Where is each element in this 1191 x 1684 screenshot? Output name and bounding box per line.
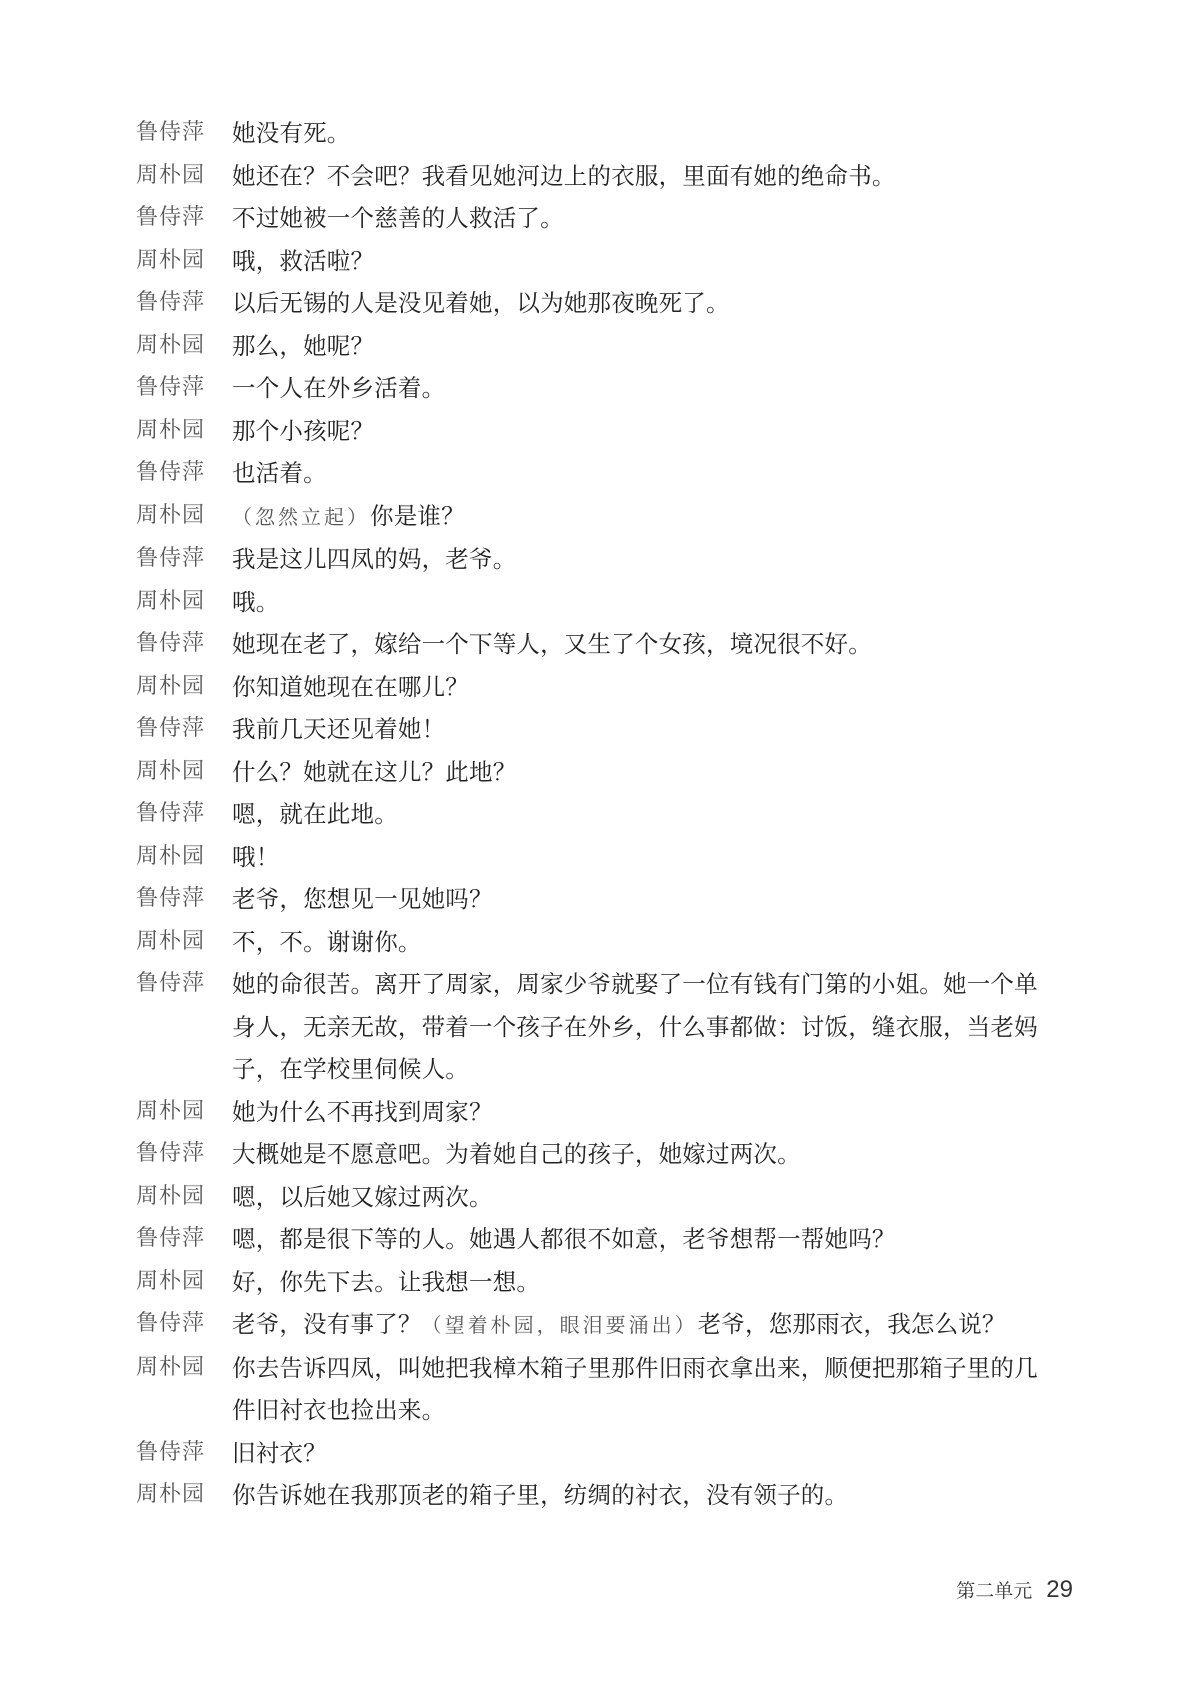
spoken-text: 她现在老了，嫁给一个下等人，又生了个女孩，境况很不好。 xyxy=(232,630,872,658)
speaker-name: 周朴园 xyxy=(136,843,206,869)
spoken-text: 我前几天还见着她！ xyxy=(232,715,446,743)
dialogue-line xyxy=(136,1133,1056,1176)
speaker-name: 鲁侍萍 xyxy=(136,716,206,741)
speaker-name: 鲁侍萍 xyxy=(136,1439,206,1465)
speaker-name: 鲁侍萍 xyxy=(136,886,206,911)
page-number: 29 xyxy=(1046,1576,1073,1603)
dialogue-line xyxy=(136,197,1056,240)
dialogue-text xyxy=(232,793,1056,836)
spoken-text: 她没有死。 xyxy=(232,119,351,147)
dialogue-text xyxy=(232,1347,1056,1432)
dialogue-line xyxy=(136,367,1056,410)
speaker-name: 周朴园 xyxy=(136,162,206,188)
dialogue-text xyxy=(232,325,1056,368)
dialogue-line xyxy=(136,581,1056,624)
spoken-text: 嗯，都是很下等的人。她遇人都很不如意，老爷想帮一帮她吗？ xyxy=(232,1225,896,1253)
dialogue-line xyxy=(136,1091,1056,1134)
speaker-name: 鲁侍萍 xyxy=(136,375,206,400)
dialogue-line xyxy=(136,963,1056,1091)
dialogue-line xyxy=(136,793,1056,836)
dialogue-line xyxy=(136,623,1056,666)
spoken-text: 什么？她就在这儿？此地？ xyxy=(232,757,517,786)
spoken-text: 老爷，您那雨衣，我怎么说？ xyxy=(697,1310,1006,1338)
dialogue-line xyxy=(136,666,1056,709)
dialogue-text xyxy=(232,666,1056,709)
spoken-text: 老爷，您想见一见她吗？ xyxy=(232,885,493,913)
speaker-name: 周朴园 xyxy=(136,928,206,954)
dialogue-text xyxy=(232,836,1056,879)
speaker-name: 周朴园 xyxy=(136,332,206,358)
dialogue-text xyxy=(232,452,1056,495)
dialogue-text xyxy=(232,1474,1056,1517)
spoken-text: 你是谁？ xyxy=(370,501,465,530)
dialogue-line xyxy=(136,751,1056,794)
spoken-text: 那么，她呢？ xyxy=(232,331,375,360)
speaker-name: 鲁侍萍 xyxy=(136,1311,206,1336)
spoken-text: 她为什么不再找到周家？ xyxy=(232,1097,493,1126)
speaker-name: 周朴园 xyxy=(136,1482,206,1507)
dialogue-line xyxy=(136,708,1056,751)
spoken-text: 那个小孩呢？ xyxy=(232,416,375,445)
speaker-name: 周朴园 xyxy=(136,673,206,699)
spoken-text: 不过她被一个慈善的人救活了。 xyxy=(232,204,564,232)
dialogue-text xyxy=(232,921,1056,964)
speaker-name: 周朴园 xyxy=(136,1354,206,1380)
dialogue-line xyxy=(136,1218,1056,1261)
dialogue-text xyxy=(232,282,1056,325)
spoken-text: 你知道她现在在哪儿？ xyxy=(232,672,469,701)
speaker-name: 周朴园 xyxy=(136,1183,206,1209)
speaker-name: 周朴园 xyxy=(136,502,206,528)
speaker-name: 鲁侍萍 xyxy=(136,971,206,996)
dialogue-line xyxy=(136,878,1056,921)
stage-direction: （望着朴园，眼泪要涌出） xyxy=(421,1313,698,1337)
speaker-name: 周朴园 xyxy=(136,758,206,784)
dialogue-text xyxy=(232,538,1056,581)
dialogue-text xyxy=(232,623,1056,666)
page-footer xyxy=(956,1576,1073,1604)
speaker-name: 鲁侍萍 xyxy=(136,205,206,230)
dialogue-line xyxy=(136,538,1056,581)
unit-label: 第二单元 xyxy=(956,1581,1033,1602)
spoken-text: 老爷，没有事了？ xyxy=(232,1310,422,1338)
dialogue-text xyxy=(232,1432,1056,1475)
dialogue-line xyxy=(136,112,1056,155)
speaker-name: 鲁侍萍 xyxy=(136,546,206,571)
spoken-text: 她还在？不会吧？我看见她河边上的衣服，里面有她的绝命书。 xyxy=(232,161,896,190)
dialogue-line xyxy=(136,1303,1056,1347)
dialogue-line xyxy=(136,836,1056,879)
dialogue-body xyxy=(136,112,1056,1517)
spoken-text: 旧衬衣？ xyxy=(232,1438,327,1467)
dialogue-text xyxy=(232,240,1056,283)
spoken-text: 哦！ xyxy=(232,842,280,871)
speaker-name: 周朴园 xyxy=(136,588,206,614)
dialogue-line xyxy=(136,325,1056,368)
dialogue-line xyxy=(136,1474,1056,1517)
dialogue-text xyxy=(232,1261,1056,1304)
speaker-name: 鲁侍萍 xyxy=(136,460,206,485)
dialogue-line xyxy=(136,1432,1056,1475)
speaker-name: 周朴园 xyxy=(136,247,206,273)
dialogue-text xyxy=(232,581,1056,624)
spoken-text: 哦，救活啦？ xyxy=(232,246,375,275)
dialogue-line xyxy=(136,495,1056,539)
spoken-text: 好，你先下去。让我想一想。 xyxy=(232,1267,541,1296)
dialogue-text xyxy=(232,367,1056,410)
spoken-text: 她的命很苦。离开了周家，周家少爷就娶了一位有钱有门第的小姐。她一个单身人，无亲无故，带着一个孩子在外乡，什么事都做：讨饭，缝衣服，当老妈子，在学校里伺候人。 xyxy=(232,970,1038,1083)
dialogue-text xyxy=(232,112,1056,155)
dialogue-line xyxy=(136,410,1056,453)
dialogue-line xyxy=(136,452,1056,495)
dialogue-text xyxy=(232,1091,1056,1134)
spoken-text: 大概她是不愿意吧。为着她自己的孩子，她嫁过两次。 xyxy=(232,1140,801,1168)
spoken-text: 也活着。 xyxy=(232,459,327,487)
speaker-name: 鲁侍萍 xyxy=(136,1226,206,1251)
dialogue-text xyxy=(232,1176,1056,1219)
speaker-name: 鲁侍萍 xyxy=(136,1141,206,1166)
dialogue-text xyxy=(232,751,1056,794)
dialogue-text xyxy=(232,155,1056,198)
dialogue-line xyxy=(136,240,1056,283)
spoken-text: 你去告诉四凤，叫她把我樟木箱子里那件旧雨衣拿出来，顺便把那箱子里的几件旧衬衣也捡出来。 xyxy=(232,1353,1038,1424)
dialogue-text xyxy=(232,410,1056,453)
dialogue-line xyxy=(136,1176,1056,1219)
dialogue-text xyxy=(232,1133,1056,1176)
dialogue-line xyxy=(136,921,1056,964)
spoken-text: 你告诉她在我那顶老的箱子里，纺绸的衬衣，没有领子的。 xyxy=(232,1481,849,1509)
dialogue-text xyxy=(232,1303,1056,1347)
dialogue-line xyxy=(136,155,1056,198)
dialogue-line xyxy=(136,282,1056,325)
speaker-name: 鲁侍萍 xyxy=(136,631,206,656)
spoken-text: 我是这儿四凤的妈，老爷。 xyxy=(232,545,517,573)
speaker-name: 鲁侍萍 xyxy=(136,801,206,826)
spoken-text: 以后无锡的人是没见着她，以为她那夜晚死了。 xyxy=(232,289,730,317)
dialogue-text xyxy=(232,708,1056,751)
spoken-text: 不，不。谢谢你。 xyxy=(232,927,422,956)
speaker-name: 鲁侍萍 xyxy=(136,120,206,145)
dialogue-text xyxy=(232,963,1056,1091)
speaker-name: 周朴园 xyxy=(136,417,206,443)
stage-direction: （忽然立起） xyxy=(232,504,370,529)
dialogue-text xyxy=(232,197,1056,240)
spoken-text: 一个人在外乡活着。 xyxy=(232,374,446,402)
speaker-name: 鲁侍萍 xyxy=(136,290,206,315)
dialogue-text xyxy=(232,495,1056,539)
dialogue-line xyxy=(136,1261,1056,1304)
spoken-text: 哦。 xyxy=(232,587,280,616)
spoken-text: 嗯，就在此地。 xyxy=(232,800,398,828)
dialogue-text xyxy=(232,878,1056,921)
speaker-name: 周朴园 xyxy=(136,1268,206,1294)
dialogue-line xyxy=(136,1347,1056,1432)
spoken-text: 嗯，以后她又嫁过两次。 xyxy=(232,1182,493,1211)
speaker-name: 周朴园 xyxy=(136,1098,206,1124)
dialogue-text xyxy=(232,1218,1056,1261)
